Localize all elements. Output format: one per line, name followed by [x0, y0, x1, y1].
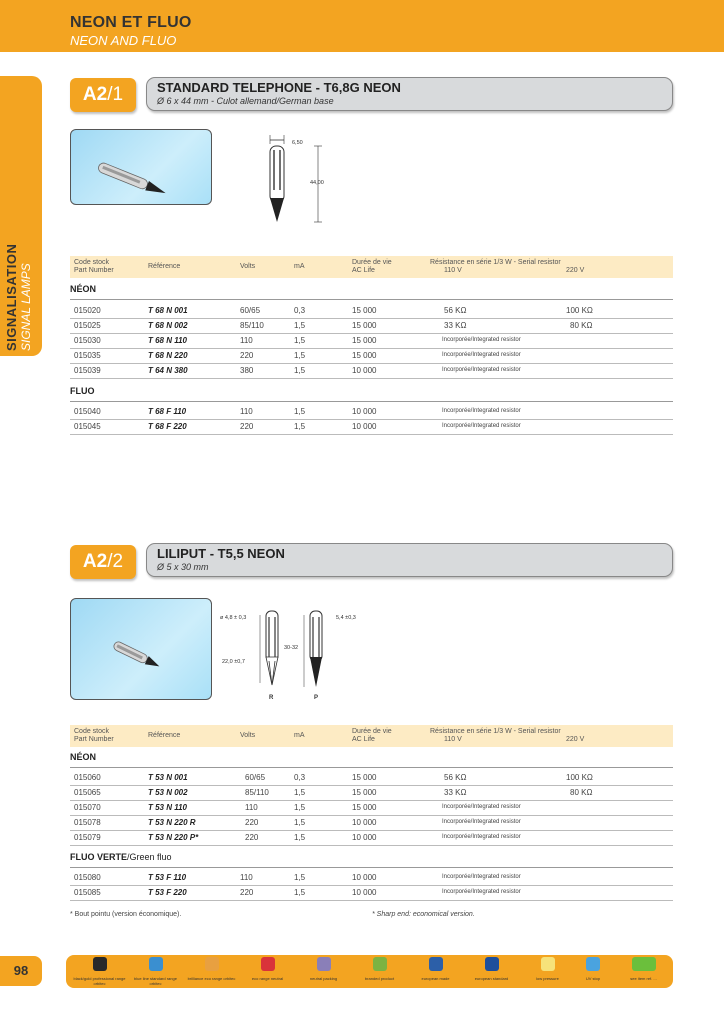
legend-label: see item ref. ...	[630, 976, 657, 981]
lamp-photo-icon	[71, 130, 211, 204]
cell-volts: 110	[240, 336, 253, 345]
cell-life: 15 000	[352, 306, 377, 315]
cell-code: 015078	[74, 818, 101, 827]
cell-code: 015060	[74, 773, 101, 782]
cell-volts: 110	[240, 407, 253, 416]
col-110v: 110 V	[444, 736, 462, 743]
cell-ma: 1,5	[294, 788, 306, 797]
blue-line-icon	[149, 957, 163, 971]
cell-code: 015039	[74, 366, 101, 375]
col-code-en: Part Number	[74, 736, 114, 743]
cell-ma: 1,5	[294, 366, 306, 375]
legend-item-eco-range	[240, 957, 295, 987]
variant-label-p: P	[314, 695, 319, 701]
legend-item-neutral-packing	[296, 957, 351, 987]
brilliance-icon	[205, 957, 219, 971]
table-row	[70, 318, 673, 334]
cell-r110: Incorporée/Integrated resistor	[442, 889, 521, 895]
legend-label: brilliance eco range orbitec	[187, 976, 236, 981]
cell-code: 015020	[74, 306, 101, 315]
neutral-packing-icon	[317, 957, 331, 971]
cell-volts: 60/65	[240, 306, 261, 315]
eco-range-icon	[261, 957, 275, 971]
cell-volts: 220	[245, 818, 259, 827]
cell-volts: 110	[245, 803, 258, 812]
dimension-diameter: ø 4,8 ± 0,3	[220, 615, 247, 621]
cell-ma: 1,5	[294, 407, 306, 416]
legend-label: european standard	[474, 976, 509, 981]
col-life-en: AC Life	[352, 736, 375, 743]
cell-life: 10 000	[352, 407, 377, 416]
legend-item-uv-stop	[568, 957, 618, 987]
dimension-length: 30-32	[284, 645, 299, 651]
uv-stop-icon	[586, 957, 600, 971]
col-volts: Volts	[240, 732, 256, 739]
cell-volts: 220	[240, 351, 254, 360]
product-photo-1	[70, 129, 212, 205]
legend-label: european made	[421, 976, 450, 981]
table-row	[70, 333, 673, 349]
cell-r220: 100 KΩ	[566, 773, 593, 782]
cell-r110: Incorporée/Integrated resistor	[442, 874, 521, 880]
col-code-fr: Code stock	[74, 259, 110, 266]
group-label: FLUO	[70, 386, 95, 396]
see-item-ref-icon	[632, 957, 656, 971]
legend-item-european-made	[408, 957, 463, 987]
group-label: NÉON	[70, 284, 97, 294]
legend-item-branded-product	[352, 957, 407, 987]
cell-life: 10 000	[352, 833, 377, 842]
cell-volts: 220	[240, 888, 254, 897]
cell-ma: 1,5	[294, 351, 306, 360]
product-title: LILIPUT - T5,5 NEON	[157, 546, 285, 561]
col-life-fr: Durée de vie	[352, 728, 392, 735]
legend-label: eco range neutral	[251, 976, 284, 981]
legend-label: UV stop	[585, 976, 601, 981]
legend-item-low-pressure	[520, 957, 575, 987]
cell-ma: 1,5	[294, 803, 306, 812]
cell-code: 015040	[74, 407, 101, 416]
table-header-2	[70, 725, 673, 747]
cell-ref: T 68 N 110	[148, 336, 187, 345]
product-code-badge-2: A2/2	[70, 545, 136, 579]
european-made-icon	[429, 957, 443, 971]
legend-label: neutral packing	[309, 976, 338, 981]
cell-life: 10 000	[352, 818, 377, 827]
legend-item-black-gold	[72, 957, 127, 987]
table-row	[70, 830, 673, 846]
col-ma: mA	[294, 732, 305, 739]
product-title-bar-1	[146, 77, 673, 111]
col-life-en: AC Life	[352, 267, 375, 274]
legend-item-european-standard	[464, 957, 519, 987]
col-220v: 220 V	[566, 267, 585, 274]
col-life-fr: Durée de vie	[352, 259, 392, 266]
cell-code: 015085	[74, 888, 101, 897]
cell-code: 015079	[74, 833, 101, 842]
cell-volts: 85/110	[245, 788, 269, 797]
cell-life: 10 000	[352, 873, 377, 882]
section-side-tab	[0, 76, 42, 356]
table-row	[70, 815, 673, 831]
cell-ma: 1,5	[294, 422, 306, 431]
lamp-photo-icon	[71, 599, 211, 699]
cell-life: 15 000	[352, 321, 377, 330]
cell-r110: Incorporée/Integrated resistor	[442, 423, 521, 429]
col-code-en: Part Number	[74, 267, 114, 274]
group-label: NÉON	[70, 752, 97, 762]
legend-item-brilliance	[184, 957, 239, 987]
cell-r110: Incorporée/Integrated resistor	[442, 352, 521, 358]
cell-r220: 100 KΩ	[566, 306, 593, 315]
cell-ma: 1,5	[294, 321, 306, 330]
cell-ma: 1,5	[294, 833, 306, 842]
footnote-fr: * Bout pointu (version économique).	[70, 911, 182, 918]
cell-ref: T 53 F 110	[148, 873, 187, 882]
col-ma: mA	[294, 263, 305, 270]
table-row	[70, 870, 673, 886]
cell-life: 15 000	[352, 788, 377, 797]
cell-life: 10 000	[352, 422, 377, 431]
product-title: STANDARD TELEPHONE - T6,8G NEON	[157, 80, 401, 95]
product-title-bar-2	[146, 543, 673, 577]
cell-volts: 60/65	[245, 773, 266, 782]
cell-ref: T 53 N 220 R	[148, 818, 196, 827]
cell-life: 15 000	[352, 773, 377, 782]
cell-r110: Incorporée/Integrated resistor	[442, 408, 521, 414]
cell-life: 15 000	[352, 351, 377, 360]
cell-r110: Incorporée/Integrated resistor	[442, 367, 521, 373]
cell-volts: 110	[240, 873, 253, 882]
cell-ref: T 68 F 220	[148, 422, 187, 431]
table-group-neon-1	[70, 284, 673, 300]
cell-ref: T 68 N 001	[148, 306, 188, 315]
page-subtitle: NEON AND FLUO	[70, 33, 177, 48]
cell-r110: Incorporée/Integrated resistor	[442, 337, 521, 343]
col-220v: 220 V	[566, 736, 585, 743]
cell-ref: T 53 N 110	[148, 803, 187, 812]
cell-ma: 1,5	[294, 818, 306, 827]
cell-ma: 1,5	[294, 336, 306, 345]
lamp-dimension-drawing-1	[250, 132, 340, 232]
cell-code: 015080	[74, 873, 101, 882]
branded-product-icon	[373, 957, 387, 971]
product-code-badge-1: A2/1	[70, 78, 136, 112]
low-pressure-icon	[541, 957, 555, 971]
cell-r110: 33 KΩ	[444, 321, 467, 330]
table-row	[70, 303, 673, 319]
cell-r110: 33 KΩ	[444, 788, 467, 797]
col-code-fr: Code stock	[74, 728, 110, 735]
group-label-suffix: /Green fluo	[127, 852, 172, 862]
cell-ma: 0,3	[294, 773, 306, 782]
product-code: A2	[82, 84, 108, 105]
cell-life: 15 000	[352, 803, 377, 812]
group-label: FLUO VERTE	[70, 852, 128, 862]
cell-code: 015025	[74, 321, 101, 330]
cell-r110: 56 KΩ	[444, 773, 467, 782]
cell-r110: Incorporée/Integrated resistor	[442, 834, 521, 840]
cell-volts: 85/110	[240, 321, 264, 330]
col-resistor: Résistance en série 1/3 W - Serial resistor	[430, 259, 561, 266]
legend-item-blue-line	[128, 957, 183, 987]
legend-label: black/gold professional range orbitec	[73, 976, 126, 986]
table-group-neon-2	[70, 752, 673, 768]
cell-ma: 1,5	[294, 873, 306, 882]
cell-r220: 80 KΩ	[570, 321, 593, 330]
footnote-en: * Sharp end: economical version.	[372, 911, 475, 918]
page-number: 98	[0, 956, 42, 986]
cell-code: 015070	[74, 803, 101, 812]
table-row	[70, 885, 673, 901]
cell-r110: Incorporée/Integrated resistor	[442, 819, 521, 825]
cell-r220: 80 KΩ	[570, 788, 593, 797]
european-standard-icon	[485, 957, 499, 971]
cell-ref: T 64 N 380	[148, 366, 188, 375]
cell-ref: T 53 N 001	[148, 773, 188, 782]
table-row	[70, 785, 673, 801]
cell-code: 015065	[74, 788, 101, 797]
cell-ma: 0,3	[294, 306, 306, 315]
page-header	[0, 0, 724, 52]
legend-label: blue line standard range orbitec	[134, 976, 177, 986]
table-group-fluo-1	[70, 386, 673, 402]
variant-label-r: R	[269, 695, 274, 701]
product-photo-2	[70, 598, 212, 700]
table-header-1	[70, 256, 673, 278]
col-resistor: Résistance en série 1/3 W - Serial resistor	[430, 728, 561, 735]
cell-ref: T 68 N 220	[148, 351, 188, 360]
cell-ref: T 53 F 220	[148, 888, 187, 897]
product-subtitle: Ø 5 x 30 mm	[157, 562, 209, 572]
dimension-height: 22,0 ±0,7	[222, 659, 245, 665]
table-row	[70, 800, 673, 816]
table-row	[70, 404, 673, 420]
page-title: NEON ET FLUO	[70, 14, 192, 31]
dimension-width: 5,4 ±0,3	[336, 615, 356, 621]
cell-ref: T 68 F 110	[148, 407, 187, 416]
legend-label: low pressure	[536, 976, 559, 981]
table-row	[70, 348, 673, 364]
cell-ref: T 53 N 002	[148, 788, 188, 797]
table-row	[70, 770, 673, 786]
footer-legend-bar	[66, 955, 673, 988]
cell-ref: T 68 N 002	[148, 321, 188, 330]
product-code-number: 2	[112, 551, 124, 572]
cell-ma: 1,5	[294, 888, 306, 897]
cell-code: 015045	[74, 422, 101, 431]
dimension-width: 6,50	[292, 140, 303, 146]
cell-r110: Incorporée/Integrated resistor	[442, 804, 521, 810]
cell-volts: 380	[240, 366, 254, 375]
legend-label: branded product	[364, 976, 395, 981]
col-reference: Référence	[148, 263, 181, 270]
cell-life: 10 000	[352, 888, 377, 897]
cell-code: 015035	[74, 351, 101, 360]
cell-r110: 56 KΩ	[444, 306, 467, 315]
cell-code: 015030	[74, 336, 101, 345]
table-row	[70, 363, 673, 379]
legend-item-see-item-ref	[616, 957, 671, 987]
cell-volts: 220	[245, 833, 259, 842]
black-gold-icon	[93, 957, 107, 971]
cell-ref: T 53 N 220 P*	[148, 833, 199, 842]
product-code: A2	[82, 551, 108, 572]
product-code-number: 1	[112, 84, 124, 105]
col-volts: Volts	[240, 263, 256, 270]
table-group-fluo-verte-2	[70, 852, 673, 868]
side-tab-subtitle: SIGNAL LAMPS	[19, 263, 33, 351]
cell-life: 15 000	[352, 336, 377, 345]
col-reference: Référence	[148, 732, 181, 739]
table-row	[70, 419, 673, 435]
lamp-dimension-drawing-2	[220, 605, 380, 705]
col-110v: 110 V	[444, 267, 462, 274]
product-subtitle: Ø 6 x 44 mm - Culot allemand/German base	[157, 96, 334, 106]
dimension-length: 44,00	[310, 180, 324, 186]
cell-life: 10 000	[352, 366, 377, 375]
side-tab-title: SIGNALISATION	[4, 243, 19, 351]
cell-volts: 220	[240, 422, 254, 431]
